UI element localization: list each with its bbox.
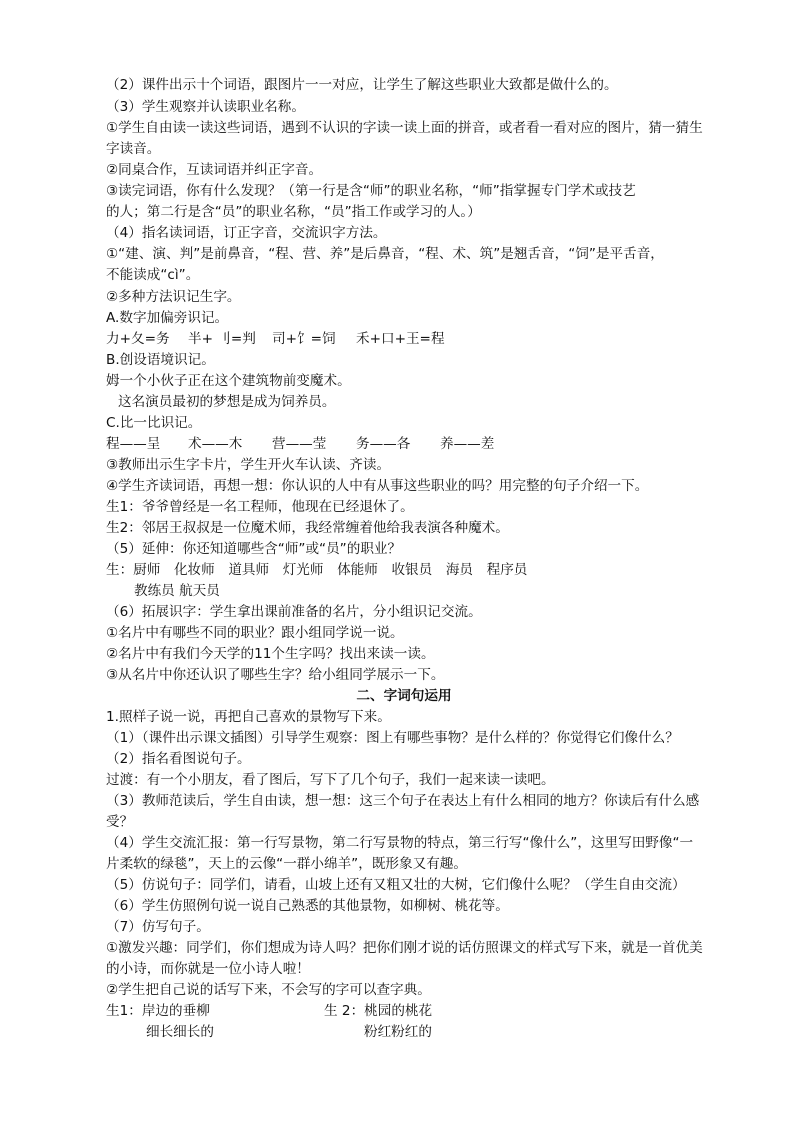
compare-item: 营——莹 <box>272 436 327 452</box>
formula-item: 力+夂=务 <box>106 331 170 347</box>
text-line: 不能读成“cì”。 <box>106 267 200 283</box>
compare-item: 程——呈 <box>106 436 161 452</box>
text-line: ①“建、演、判”是前鼻音，“程、营、养”是后鼻音，“程、术、筑”是翘舌音，“饲”是平舌音， <box>106 246 664 262</box>
text-line: （2）指名看图说句子。 <box>106 751 251 767</box>
formula-item: 司+饣=饲 <box>272 331 336 347</box>
poem-line-right: 粉红粉红的 <box>364 1024 432 1040</box>
compare-item: 术——木 <box>188 436 243 452</box>
text-line: 的人；第二行是含“员”的职业名称，“员”指工作或学习的人。） <box>106 204 481 220</box>
text-line: 姆一个小伙子正在这个建筑物前变魔术。 <box>106 373 351 389</box>
text-line: （1）（课件出示课文插图）引导学生观察：图上有哪些事物？是什么样的？你觉得它们像什么？ <box>106 730 679 746</box>
text-line: 这名演员最初的梦想是成为饲养员。 <box>118 394 336 410</box>
text-line: （4）学生交流汇报：第一行写景物，第二行写景物的特点，第三行写“像什么”，这里写田野像“一 <box>106 835 694 851</box>
text-line: 教练员 航天员 <box>134 583 220 599</box>
text-line: （6）拓展识字：学生拿出课前准备的名片，分小组识记交流。 <box>106 604 482 620</box>
text-line: （2）课件出示十个词语，跟图片一一对应，让学生了解这些职业大致都是做什么的。 <box>106 77 618 93</box>
text-line: ②多种方法识记生字。 <box>106 289 241 305</box>
text-line: （5）仿说句子：同学们，请看，山坡上还有又粗又壮的大树，它们像什么呢？（学生自由交流） <box>106 877 686 893</box>
section-heading: 二、字词句运用 <box>356 688 452 704</box>
text-line: C.比一比识记。 <box>106 415 202 431</box>
text-line: A.数字加偏旁识记。 <box>106 310 229 326</box>
text-line: （6）学生仿照例句说一说自己熟悉的其他景物，如柳树、桃花等。 <box>106 898 509 914</box>
text-line: 生：厨师 化妆师 道具师 灯光师 体能师 收银员 海员 程序员 <box>106 562 528 578</box>
poem-line-left: 细长细长的 <box>146 1024 214 1040</box>
text-line: ②同桌合作，互读词语并纠正字音。 <box>106 162 323 178</box>
text-line: 片柔软的绿毯”，天上的云像“一群小绵羊”，既形象又有趣。 <box>106 856 467 872</box>
text-line: 生1：爷爷曾经是一名工程师，他现在已经退休了。 <box>106 499 414 515</box>
text-line: ③从名片中你还认识了哪些生字？给小组同学展示一下。 <box>106 667 445 683</box>
text-line: B.创设语境识记。 <box>106 352 215 368</box>
text-line: （4）指名读词语，订正字音，交流识字方法。 <box>106 225 387 241</box>
formula-item: 半+ 刂=判 <box>188 331 256 347</box>
text-line: 字读音。 <box>106 141 161 157</box>
text-line: （7）仿写句子。 <box>106 919 210 935</box>
text-line: 生2：邻居王叔叔是一位魔术师，我经常缠着他给我表演各种魔术。 <box>106 520 509 536</box>
text-line: ③教师出示生字卡片，学生开火车认读、齐读。 <box>106 457 391 473</box>
text-line: ①名片中有哪些不同的职业？跟小组同学说一说。 <box>106 625 404 641</box>
text-line: ②学生把自己说的话写下来，不会写的字可以查字典。 <box>106 982 431 998</box>
text-line: 过渡：有一个小朋友，看了图后，写下了几个句子，我们一起来读一读吧。 <box>106 772 555 788</box>
text-line: （5）延伸：你还知道哪些含“师”或“员”的职业？ <box>106 541 402 557</box>
text-line: ④学生齐读词语，再想一想：你认识的人中有从事这些职业的吗？用完整的句子介绍一下。 <box>106 478 649 494</box>
text-line: 1.照样子说一说，再把自己喜欢的景物写下来。 <box>106 709 391 725</box>
text-line: （3）教师范读后，学生自由读，想一想：这三个句子在表达上有什么相同的地方？你读后有什么感 <box>106 793 700 809</box>
text-line: 的小诗，而你就是一位小诗人啦！ <box>106 961 310 977</box>
text-line: ①激发兴趣：同学们，你们想成为诗人吗？把你们刚才说的话仿照课文的样式写下来，就是一首优美 <box>106 940 703 956</box>
compare-item: 务——各 <box>356 436 411 452</box>
text-line: 受？ <box>106 814 134 830</box>
poem-title-right: 生 2：桃园的桃花 <box>324 1003 433 1019</box>
text-line: ③读完词语，你有什么发现？（第一行是含“师”的职业名称，“师”指掌握专门学术或技艺 <box>106 183 636 199</box>
formula-item: 禾+口+王=程 <box>356 331 445 347</box>
text-line: ①学生自由读一读这些词语，遇到不认识的字读一读上面的拼音，或者看一看对应的图片，猜一猜生 <box>106 120 703 136</box>
compare-item: 养——差 <box>440 436 495 452</box>
text-line: ②名片中有我们今天学的11个生字吗？找出来读一读。 <box>106 646 435 662</box>
text-line: （3）学生观察并认读职业名称。 <box>106 99 305 115</box>
poem-title-left: 生1：岸边的垂柳 <box>106 1003 210 1019</box>
